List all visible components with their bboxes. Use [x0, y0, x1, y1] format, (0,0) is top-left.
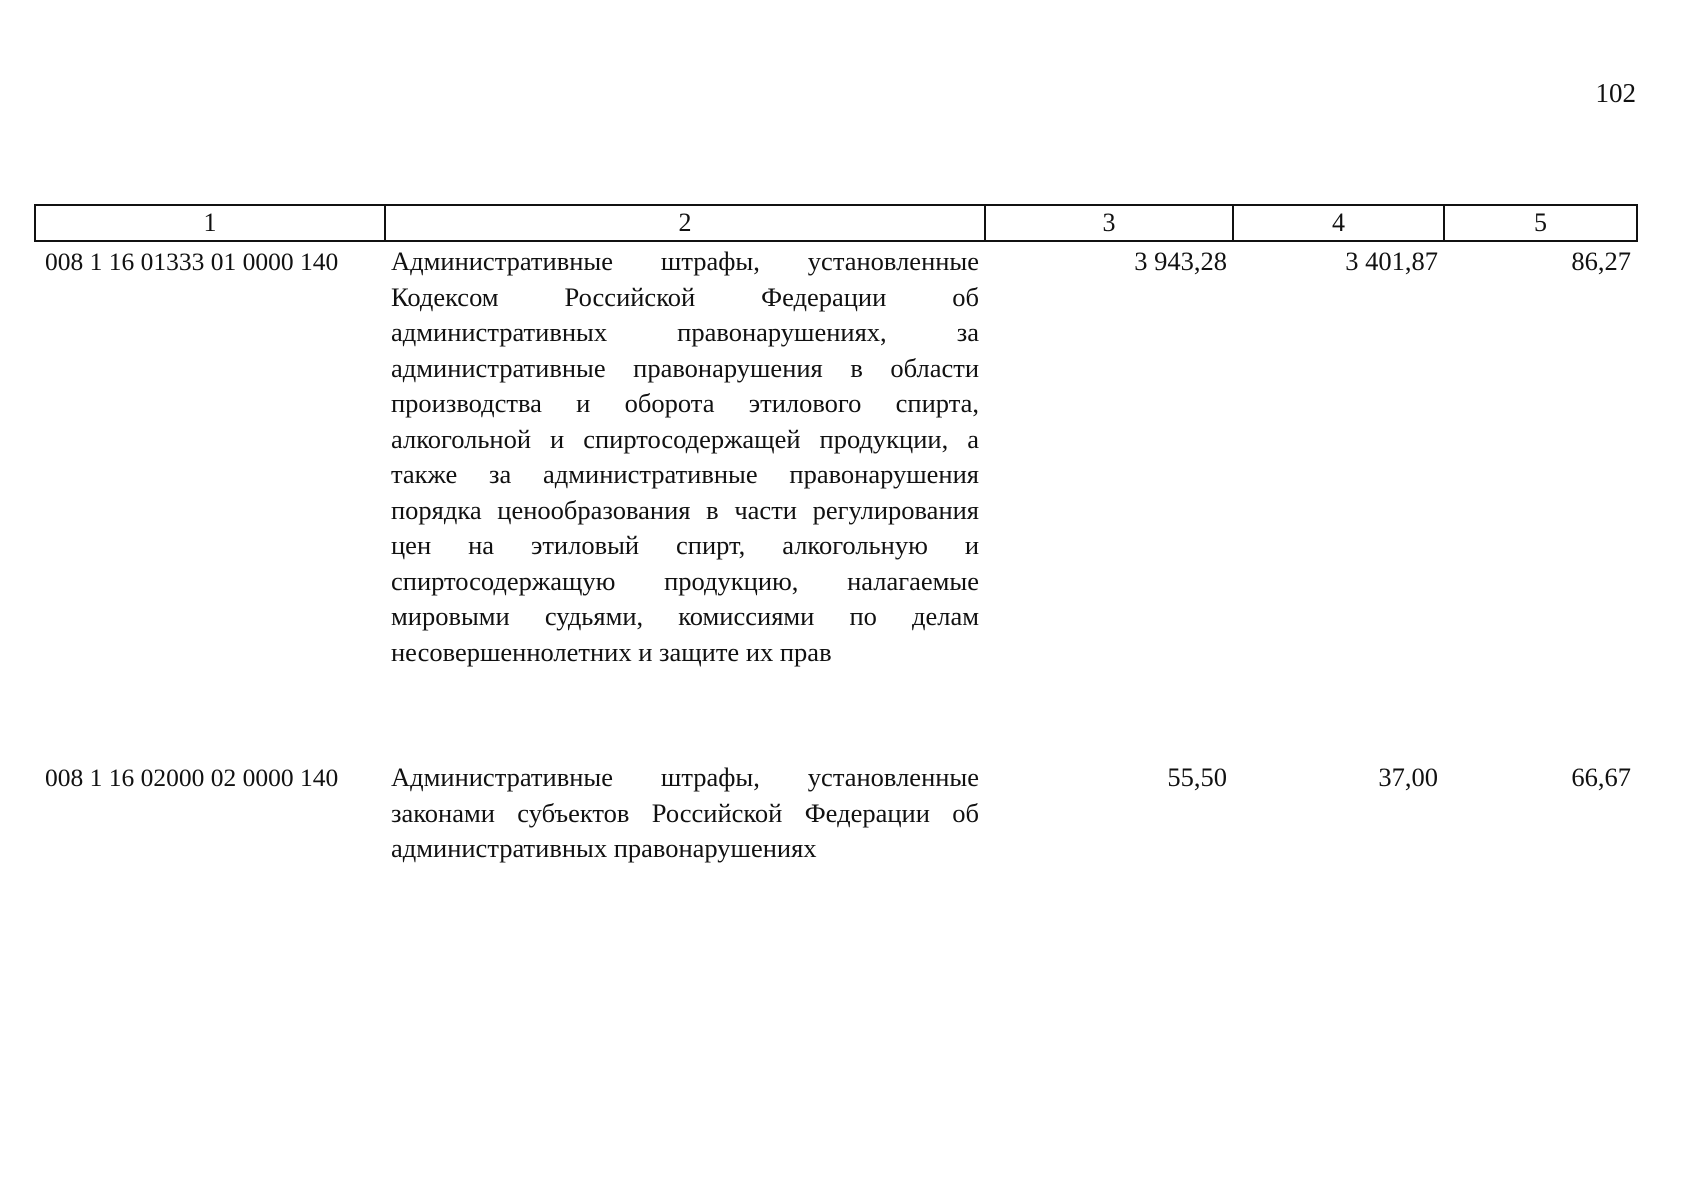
header-row — [35, 205, 1637, 241]
column-header-4: 4 — [1233, 205, 1444, 241]
value-cell-col3: 3 943,28 — [1134, 246, 1227, 276]
report-table — [34, 204, 1638, 880]
value-cell-col4: 3 401,87 — [1345, 246, 1438, 276]
table-row — [35, 241, 1637, 758]
column-header-5: 5 — [1444, 205, 1637, 241]
column-header-1: 1 — [35, 205, 385, 241]
description-cell: Административные штрафы, установленные законами субъектов Российской Федерации об административных правонарушениях — [391, 762, 979, 863]
percent-cell-col5: 66,67 — [1571, 762, 1631, 792]
table-row — [35, 758, 1637, 880]
percent-cell-col5: 86,27 — [1571, 246, 1631, 276]
budget-code-cell: 008 1 16 01333 01 0000 140 — [45, 247, 339, 276]
page-number: 102 — [1595, 78, 1636, 108]
column-header-3: 3 — [985, 205, 1233, 241]
description-cell: Административные штрафы, установленные Кодексом Российской Федерации об административных правонарушениях, за административные правонарушения в области производства и оборота этилового спирта, алкогольной и спиртосодержащей продукции, а также за административные правонарушения порядка ценообразования в части регулирования цен на этиловый спирт, алкогольную и спиртосодержащую продукцию, налагаемые мировыми судьями, комиссиями по делам несовершеннолетних и защите их прав — [391, 246, 979, 667]
value-cell-col3: 55,50 — [1167, 762, 1227, 792]
budget-code-cell: 008 1 16 02000 02 0000 140 — [45, 763, 339, 792]
column-header-2: 2 — [385, 205, 985, 241]
value-cell-col4: 37,00 — [1378, 762, 1438, 792]
